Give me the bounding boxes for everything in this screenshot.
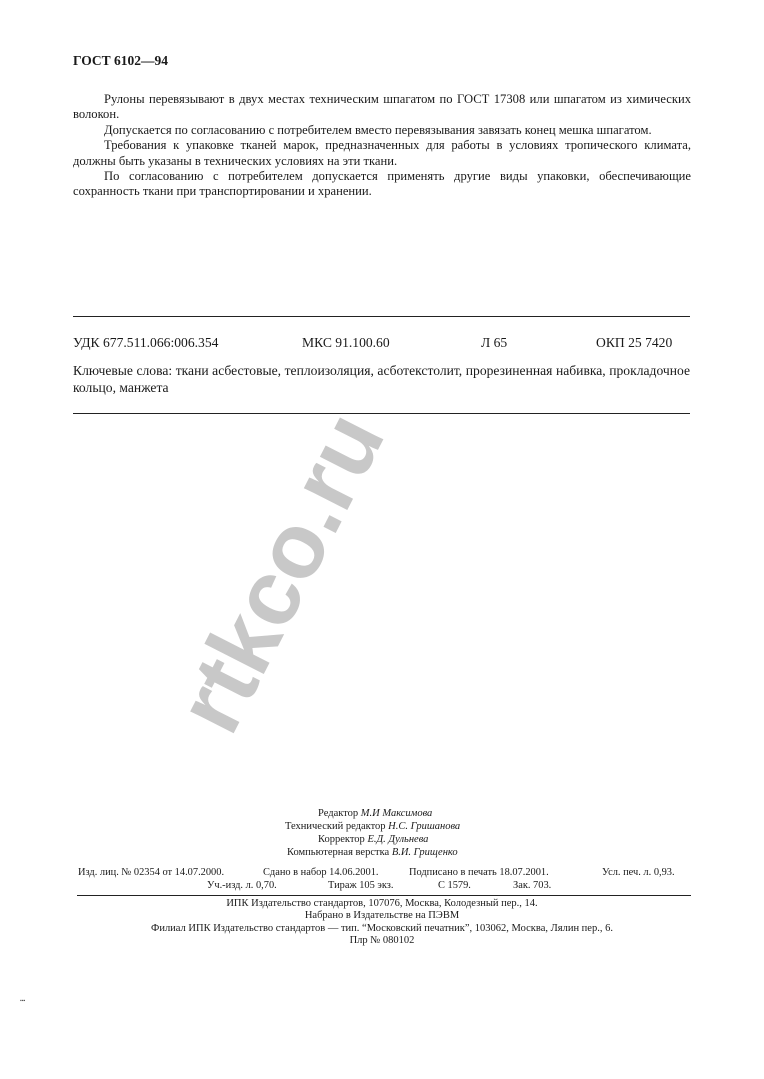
l-code: Л 65 xyxy=(481,335,508,350)
body-text xyxy=(73,92,691,200)
okp-code: ОКП 25 7420 xyxy=(596,335,673,350)
imprint-tirazh: Тираж 105 экз. xyxy=(328,880,394,891)
publisher-line: ИПК Издательство стандартов, 107076, Москва, Колодезный пер., 14. xyxy=(226,898,538,909)
credit-role: Корректор xyxy=(318,834,365,845)
mks-code: МКС 91.100.60 xyxy=(302,335,390,350)
divider xyxy=(73,413,690,414)
imprint-license: Изд. лиц. № 02354 от 14.07.2000. xyxy=(78,867,225,878)
credit-layout xyxy=(287,847,458,859)
imprint-signed: Подписано в печать 18.07.2001. xyxy=(409,867,549,878)
imprint-usl: Усл. печ. л. 0,93. xyxy=(602,867,675,878)
credit-role: Компьютерная верстка xyxy=(287,847,390,858)
paragraph: Рулоны перевязывают в двух местах техническим шпагатом по ГОСТ 17308 или шпагатом из химических волокон. xyxy=(73,92,691,122)
keywords xyxy=(73,362,690,396)
credit-corrector xyxy=(318,834,428,846)
keywords-text: Ключевые слова: ткани асбестовые, теплоизоляция, асботекстолит, прорезиненная набивка, прокладочное кольцо, манжета xyxy=(73,363,690,395)
credit-tech-editor xyxy=(285,821,460,833)
paragraph: По согласованию с потребителем допускается применять другие виды упаковки, обеспечивающие сохранность ткани при транспортировании и хранении. xyxy=(73,169,691,199)
imprint-zak: Зак. 703. xyxy=(513,880,552,891)
imprint-sent: Сдано в набор 14.06.2001. xyxy=(263,867,379,878)
publisher-block xyxy=(0,898,764,947)
publisher-line: Набрано в Издательстве на ПЭВМ xyxy=(304,910,460,922)
credit-name: Н.С. Гришанова xyxy=(388,821,461,832)
watermark: rtkco.ru xyxy=(157,396,405,749)
paragraph: Допускается по согласованию с потребителем вместо перевязывания завязать конец мешка шпагатом. xyxy=(104,122,652,137)
imprint-s: С 1579. xyxy=(438,880,471,891)
udk-code: УДК 677.511.066:006.354 xyxy=(73,335,219,350)
paragraph: Требования к упаковке тканей марок, предназначенных для работы в условиях тропического климата, должны быть указаны в технических условиях на эти ткани. xyxy=(73,138,691,168)
page-corner-mark: ▪▪▪ xyxy=(20,998,26,1004)
credit-name: Е.Д. Дульнева xyxy=(367,834,429,845)
credit-role: Технический редактор xyxy=(285,821,386,832)
publisher-line: Плр № 080102 xyxy=(349,934,415,946)
credit-name: М.И Максимова xyxy=(360,808,433,819)
credit-editor xyxy=(318,808,432,820)
credit-name: В.И. Грищенко xyxy=(391,847,458,858)
publisher-line: Филиал ИПК Издательство стандартов — тип. “Московский печатник”, 103062, Москва, Лялин пер., 6. xyxy=(151,922,613,934)
divider xyxy=(77,895,691,896)
credit-role: Редактор xyxy=(318,808,359,819)
imprint-uch: Уч.-изд. л. 0,70. xyxy=(207,880,277,891)
divider xyxy=(73,316,690,317)
document-id: ГОСТ 6102—94 xyxy=(73,53,169,68)
